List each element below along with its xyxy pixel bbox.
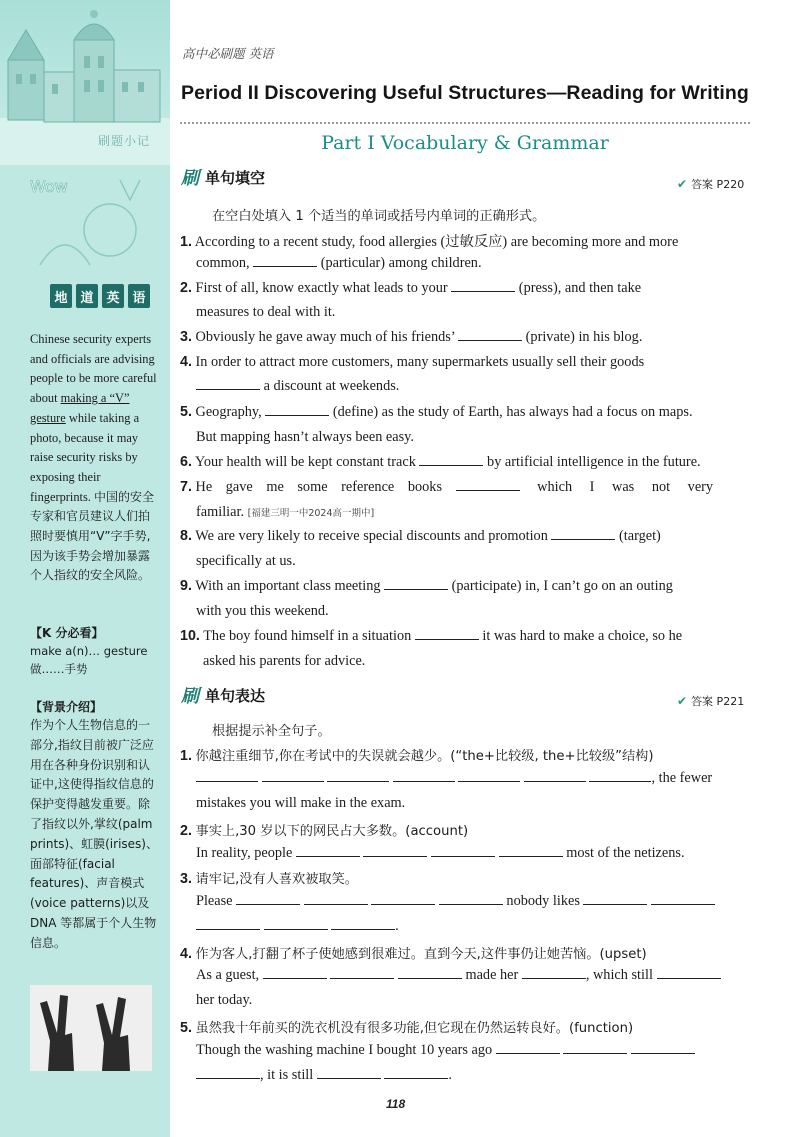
question-3: 3. Obviously he gave away much of his friends’ (private) in his blog. [180,329,643,345]
answer-blank[interactable] [458,329,522,341]
answer-blank[interactable] [657,967,721,979]
answer-blank[interactable] [398,967,462,979]
doodle-illustration [20,170,150,270]
checkmark-icon: ✔ [677,694,688,708]
answer-blank[interactable] [384,1067,448,1079]
running-header: 高中必刷题 英语 [182,46,274,61]
checkmark-icon: ✔ [677,177,688,191]
sidebar [0,0,170,1137]
answer-reference[interactable]: ✔ 答案 P221 [677,694,745,708]
source-note: [福建三明一中2024高一期中] [247,508,375,519]
answer-blank[interactable] [253,255,317,267]
sidebar-banner-caption: 刷题小记 [98,134,151,148]
question-2: 2. First of all, know exactly what leads to your (press), and then take [180,280,642,296]
k-points-heading: 【K 分必看】 [30,626,104,640]
answer-blank[interactable] [196,1067,260,1079]
expr-question-3: 3. 请牢记,没有人喜欢被取笑。 [180,871,358,887]
highlight-phrase: making a “V” gesture [30,391,130,425]
answer-blank[interactable] [589,770,651,782]
question-6: 6. Your health will be kept constant track by artificial intelligence in the future. [180,454,701,470]
question-8-line-2: specifically at us. [196,553,296,569]
answer-blank[interactable] [196,378,260,390]
answer-blank[interactable] [263,967,327,979]
answer-blank[interactable] [363,845,427,857]
question-9: 9. With an important class meeting (participate) in, I can’t go on an outing [180,578,673,594]
answer-reference[interactable]: ✔ 答案 P220 [677,177,745,191]
answer-blank[interactable] [451,280,515,292]
answer-blank[interactable] [196,770,258,782]
expr-question-5-line-3: , it is still . [196,1067,452,1084]
strip-char: 英 [102,284,124,308]
answer-blank[interactable] [551,528,615,540]
strip-char: 语 [128,284,150,308]
answer-blank[interactable] [419,454,483,466]
expr-question-4-line-2: As a guest, made her , which still [196,967,721,984]
background-heading: 【背景介绍】 [30,700,103,714]
question-1: 1. According to a recent study, food allergies (过敏反应) are becoming more and more [180,234,679,250]
answer-blank[interactable] [331,918,395,930]
answer-blank[interactable] [262,770,324,782]
question-7: 7. He gave me some reference books which I was not very [180,479,714,495]
answer-blank[interactable] [458,770,520,782]
answer-blank[interactable] [265,404,329,416]
answer-blank[interactable] [327,770,389,782]
expr-question-5-line-2: Though the washing machine I bought 10 years ago [196,1042,695,1059]
brush-mark: 刷 [181,168,199,189]
question-5: 5. Geography, (define) as the study of Earth, has always had a focus on maps. [180,404,693,420]
header-divider [180,122,750,124]
section-name: 单句表达 [205,686,266,705]
section-name: 单句填空 [205,168,266,187]
brush-mark: 刷 [181,686,199,707]
question-7-line-2: familiar. [福建三明一中2024高一期中] [196,504,375,520]
question-4: 4. In order to attract more customers, many supermarkets usually sell their goods [180,354,645,370]
answer-blank[interactable] [456,479,520,491]
answer-blank[interactable] [522,967,586,979]
instruction: 在空白处填入 1 个适当的单词或括号内单词的正确形式。 [212,209,546,224]
answer-blank[interactable] [296,845,360,857]
expr-question-1-line-2: , the fewer [196,770,712,787]
expr-question-1: 1. 你越注重细节,你在考试中的失误就会越少。(“the+比较级, the+比较级”结构) [180,748,654,764]
answer-blank[interactable] [371,893,435,905]
k-points-line-2: 做……手势 [30,662,88,676]
answer-blank[interactable] [415,628,479,640]
answer-blank[interactable] [330,967,394,979]
expr-question-1-line-3: mistakes you will make in the exam. [196,795,406,811]
instruction: 根据提示补全句子。 [212,724,331,739]
answer-blank[interactable] [236,893,300,905]
k-points-line-1: make a(n)… gesture [30,644,148,658]
v-gesture-photo [30,985,152,1071]
answer-blank[interactable] [264,918,328,930]
answer-blank[interactable] [317,1067,381,1079]
answer-blank[interactable] [499,845,563,857]
sidebar-english-paragraph: Chinese security experts and officials are advising people to be more careful about making a “V” gesture while taking a photo, because it may raise security risks by exposing their fingerprints. 中国的安全专家和官员建议人们拍照时要慎用“V”字手势,因为该手势会增加暴露个人指纹的安全风险。 [30,332,157,583]
sidebar-chinese-translation: 中国的安全专家和官员建议人们拍照时要慎用“V”字手势,因为该手势会增加暴露个人指纹的安全风险。 [30,489,155,583]
answer-blank[interactable] [583,893,647,905]
section-heading-expression [181,682,265,708]
question-10: 10. The boy found himself in a situation it was hard to make a choice, so he [180,628,683,644]
expr-question-2: 2. 事实上,30 岁以下的网民占大多数。(account) [180,823,469,839]
answer-blank[interactable] [496,1042,560,1054]
question-4-line-2: a discount at weekends. [196,378,399,395]
expr-question-4-line-3: her today. [196,992,253,1008]
answer-blank[interactable] [431,845,495,857]
question-9-line-2: with you this weekend. [196,603,329,619]
answer-blank[interactable] [651,893,715,905]
answer-blank[interactable] [439,893,503,905]
section-heading-fill-in [181,164,265,190]
answer-blank[interactable] [631,1042,695,1054]
question-2-line-2: measures to deal with it. [196,304,336,320]
svg-text:Wow: Wow [30,177,68,196]
answer-blank[interactable] [196,918,260,930]
expr-question-4: 4. 作为客人,打翻了杯子使她感到很难过。直到今天,这件事仍让她苦恼。(upset) [180,946,647,962]
expr-question-3-line-2: Please nobody likes [196,893,715,910]
strip-char: 道 [76,284,98,308]
answer-blank[interactable] [563,1042,627,1054]
question-8: 8. We are very likely to receive special discounts and promotion (target) [180,528,661,544]
page-number: 118 [386,1097,406,1111]
sidebar-title-strip [50,284,150,310]
expr-question-2-line-2: In reality, people most of the netizens. [196,845,685,861]
expr-question-5: 5. 虽然我十年前买的洗衣机没有很多功能,但它现在仍然运转良好。(function) [180,1020,634,1036]
answer-blank[interactable] [304,893,368,905]
question-10-line-2: asked his parents for advice. [203,653,366,669]
part-title: Part I Vocabulary & Grammar [321,132,609,154]
answer-blank[interactable] [384,578,448,590]
question-5-line-2: But mapping hasn’t always been easy. [196,429,414,445]
background-text: 作为个人生物信息的一部分,指纹目前被广泛应用在各种身份识别和认证中,这使得指纹信息的保护变得越发重要。除了指纹以外,掌纹(palm prints)、虹膜(irises)、面部特征(facial features)、声音模式(voice patterns)以及 DNA 等都属于个人生物信息。 [30,718,158,950]
answer-blank[interactable] [393,770,455,782]
strip-char: 地 [50,284,72,308]
question-1-line-2: common, (particular) among children. [196,255,482,271]
answer-blank[interactable] [524,770,586,782]
page-title: Period II Discovering Useful Structures—Reading for Writing [181,82,749,104]
expr-question-3-line-3: . [196,918,399,935]
